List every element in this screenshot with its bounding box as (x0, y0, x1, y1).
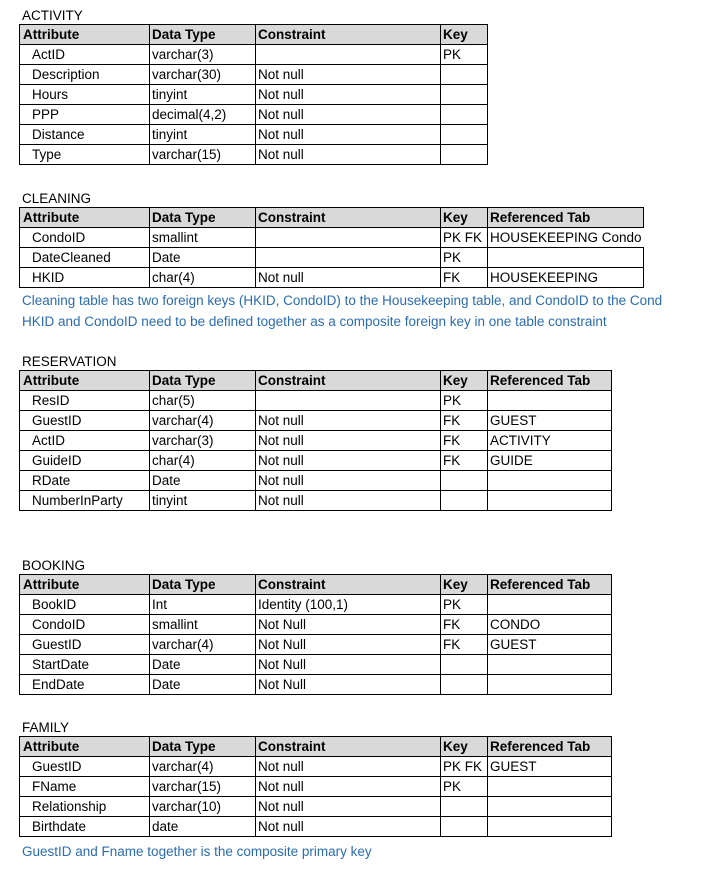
table-row (20, 817, 612, 837)
cell-data-type: Date (150, 248, 256, 268)
cell-referenced-tab (488, 817, 612, 837)
cell-key: PK (441, 595, 488, 615)
cell-constraint: Not null (256, 125, 441, 145)
cell-constraint: Not Null (256, 615, 441, 635)
header-data-type: Data Type (150, 25, 256, 45)
table-row (20, 105, 488, 125)
header-attribute: Attribute (20, 371, 150, 391)
cell-data-type: tinyint (150, 491, 256, 511)
cell-constraint: Not null (256, 817, 441, 837)
cell-constraint (256, 228, 441, 248)
cell-data-type: Date (150, 675, 256, 695)
cell-data-type: tinyint (150, 85, 256, 105)
table-header-row (20, 575, 612, 595)
cell-data-type: varchar(4) (150, 635, 256, 655)
cell-attribute: Description (20, 65, 150, 85)
cell-referenced-tab: HOUSEKEEPING (488, 268, 644, 288)
header-key: Key (441, 575, 488, 595)
cell-data-type: date (150, 817, 256, 837)
cell-key: FK (441, 451, 488, 471)
cell-referenced-tab (488, 491, 612, 511)
header-referenced-tab: Referenced Tab (488, 371, 612, 391)
cell-data-type: varchar(4) (150, 757, 256, 777)
cell-attribute: Hours (20, 85, 150, 105)
table-header-row (20, 25, 488, 45)
cell-key (441, 65, 488, 85)
header-referenced-tab: Referenced Tab (488, 575, 612, 595)
activity-title: ACTIVITY (22, 8, 83, 23)
cell-attribute: GuestID (20, 411, 150, 431)
cell-referenced-tab: ACTIVITY (488, 431, 612, 451)
cell-attribute: BookID (20, 595, 150, 615)
cell-attribute: ActID (20, 45, 150, 65)
header-attribute: Attribute (20, 737, 150, 757)
cell-key (441, 655, 488, 675)
cell-constraint: Not Null (256, 635, 441, 655)
cell-referenced-tab (488, 248, 644, 268)
cell-key: FK (441, 615, 488, 635)
cell-data-type: varchar(3) (150, 431, 256, 451)
header-constraint: Constraint (256, 208, 441, 228)
cell-data-type: varchar(15) (150, 145, 256, 165)
reservation-table (19, 370, 612, 511)
cell-attribute: Distance (20, 125, 150, 145)
cell-attribute: ActID (20, 431, 150, 451)
cell-constraint: Not null (256, 431, 441, 451)
cell-constraint: Not Null (256, 675, 441, 695)
cell-constraint: Not null (256, 65, 441, 85)
cell-referenced-tab (488, 655, 612, 675)
cell-key (441, 675, 488, 695)
activity-section (19, 7, 488, 165)
cell-key: FK (441, 411, 488, 431)
cell-attribute: HKID (20, 268, 150, 288)
cleaning-note-1: Cleaning table has two foreign keys (HKID, CondoID) to the Housekeeping table, and CondoID to the Cond (22, 293, 663, 308)
table-row (20, 45, 488, 65)
cell-referenced-tab (488, 777, 612, 797)
booking-table (19, 574, 612, 695)
cell-constraint: Not null (256, 85, 441, 105)
cell-referenced-tab: GUEST (488, 635, 612, 655)
cell-key (441, 817, 488, 837)
cell-referenced-tab (488, 675, 612, 695)
family-note: GuestID and Fname together is the composite primary key (22, 844, 372, 859)
cell-key (441, 471, 488, 491)
header-constraint: Constraint (256, 575, 441, 595)
table-row (20, 757, 612, 777)
header-key: Key (441, 737, 488, 757)
cell-key: PK (441, 45, 488, 65)
reservation-section (19, 353, 612, 511)
cell-referenced-tab (488, 595, 612, 615)
header-referenced-tab: Referenced Tab (488, 737, 612, 757)
cell-attribute: CondoID (20, 228, 150, 248)
cell-constraint: Not Null (256, 655, 441, 675)
table-header-row (20, 371, 612, 391)
cell-attribute: GuestID (20, 635, 150, 655)
cell-data-type: varchar(30) (150, 65, 256, 85)
header-attribute: Attribute (20, 25, 150, 45)
activity-table (19, 24, 488, 165)
cell-attribute: PPP (20, 105, 150, 125)
cell-attribute: StartDate (20, 655, 150, 675)
cell-key: PK FK (441, 757, 488, 777)
cell-attribute: GuestID (20, 757, 150, 777)
table-row (20, 411, 612, 431)
table-row (20, 777, 612, 797)
cell-key: FK (441, 431, 488, 451)
family-title: FAMILY (22, 720, 70, 735)
cell-constraint: Not null (256, 797, 441, 817)
cell-key: PK (441, 248, 488, 268)
cell-key: PK (441, 777, 488, 797)
cell-attribute: FName (20, 777, 150, 797)
cell-constraint: Not null (256, 757, 441, 777)
cell-attribute: Relationship (20, 797, 150, 817)
cell-key: FK (441, 635, 488, 655)
cell-key (441, 85, 488, 105)
cell-key: FK (441, 268, 488, 288)
cell-key (441, 797, 488, 817)
cell-data-type: Date (150, 471, 256, 491)
cell-constraint: Not null (256, 411, 441, 431)
table-header-row (20, 208, 644, 228)
table-row (20, 431, 612, 451)
cell-constraint: Not null (256, 471, 441, 491)
table-row (20, 471, 612, 491)
header-key: Key (441, 371, 488, 391)
header-constraint: Constraint (256, 371, 441, 391)
cell-data-type: tinyint (150, 125, 256, 145)
cell-attribute: Birthdate (20, 817, 150, 837)
cleaning-table (19, 207, 644, 288)
table-row (20, 491, 612, 511)
cell-referenced-tab: GUEST (488, 411, 612, 431)
family-table (19, 736, 612, 837)
table-row (20, 595, 612, 615)
table-row (20, 125, 488, 145)
table-row (20, 391, 612, 411)
table-row (20, 228, 644, 248)
cell-constraint: Not null (256, 451, 441, 471)
cell-referenced-tab (488, 391, 612, 411)
cell-referenced-tab: HOUSEKEEPING Condo (488, 228, 644, 248)
cell-data-type: Date (150, 655, 256, 675)
table-row (20, 248, 644, 268)
cell-constraint (256, 248, 441, 268)
cell-constraint (256, 45, 441, 65)
table-row (20, 655, 612, 675)
cell-attribute: NumberInParty (20, 491, 150, 511)
cell-constraint: Not null (256, 268, 441, 288)
cell-attribute: ResID (20, 391, 150, 411)
cell-key (441, 491, 488, 511)
reservation-title: RESERVATION (22, 354, 117, 369)
cell-data-type: char(4) (150, 451, 256, 471)
header-constraint: Constraint (256, 737, 441, 757)
table-row (20, 145, 488, 165)
cell-attribute: GuideID (20, 451, 150, 471)
header-attribute: Attribute (20, 208, 150, 228)
cell-referenced-tab (488, 797, 612, 817)
table-row (20, 268, 644, 288)
cell-referenced-tab: GUIDE (488, 451, 612, 471)
table-row (20, 615, 612, 635)
cell-data-type: varchar(15) (150, 777, 256, 797)
cell-data-type: decimal(4,2) (150, 105, 256, 125)
header-attribute: Attribute (20, 575, 150, 595)
booking-section (19, 557, 612, 695)
cell-attribute: DateCleaned (20, 248, 150, 268)
cell-data-type: varchar(10) (150, 797, 256, 817)
header-data-type: Data Type (150, 737, 256, 757)
cell-constraint: Not null (256, 105, 441, 125)
table-row (20, 635, 612, 655)
cell-constraint: Not null (256, 777, 441, 797)
cell-data-type: Int (150, 595, 256, 615)
table-row (20, 451, 612, 471)
cell-data-type: varchar(3) (150, 45, 256, 65)
table-header-row (20, 737, 612, 757)
cell-constraint: Not null (256, 491, 441, 511)
header-referenced-tab: Referenced Tab (488, 208, 644, 228)
table-row (20, 65, 488, 85)
cleaning-title: CLEANING (22, 191, 92, 206)
header-key: Key (441, 25, 488, 45)
table-row (20, 675, 612, 695)
booking-title: BOOKING (22, 558, 86, 573)
table-row (20, 85, 488, 105)
cell-attribute: Type (20, 145, 150, 165)
cell-key: PK FK (441, 228, 488, 248)
cell-constraint (256, 391, 441, 411)
cell-key (441, 145, 488, 165)
cell-referenced-tab: CONDO (488, 615, 612, 635)
cell-key (441, 125, 488, 145)
cell-referenced-tab: GUEST (488, 757, 612, 777)
family-section (19, 719, 612, 837)
cell-attribute: CondoID (20, 615, 150, 635)
cell-data-type: varchar(4) (150, 411, 256, 431)
cell-referenced-tab (488, 471, 612, 491)
cell-constraint: Identity (100,1) (256, 595, 441, 615)
cell-data-type: char(4) (150, 268, 256, 288)
cell-key: PK (441, 391, 488, 411)
cell-attribute: RDate (20, 471, 150, 491)
cell-attribute: EndDate (20, 675, 150, 695)
header-data-type: Data Type (150, 575, 256, 595)
cell-data-type: smallint (150, 615, 256, 635)
cell-data-type: char(5) (150, 391, 256, 411)
cell-key (441, 105, 488, 125)
cell-constraint: Not null (256, 145, 441, 165)
table-row (20, 797, 612, 817)
cleaning-note-2: HKID and CondoID need to be defined together as a composite foreign key in one table constraint (22, 314, 607, 329)
cleaning-section (19, 190, 644, 288)
header-constraint: Constraint (256, 25, 441, 45)
cell-data-type: smallint (150, 228, 256, 248)
header-data-type: Data Type (150, 208, 256, 228)
header-data-type: Data Type (150, 371, 256, 391)
header-key: Key (441, 208, 488, 228)
